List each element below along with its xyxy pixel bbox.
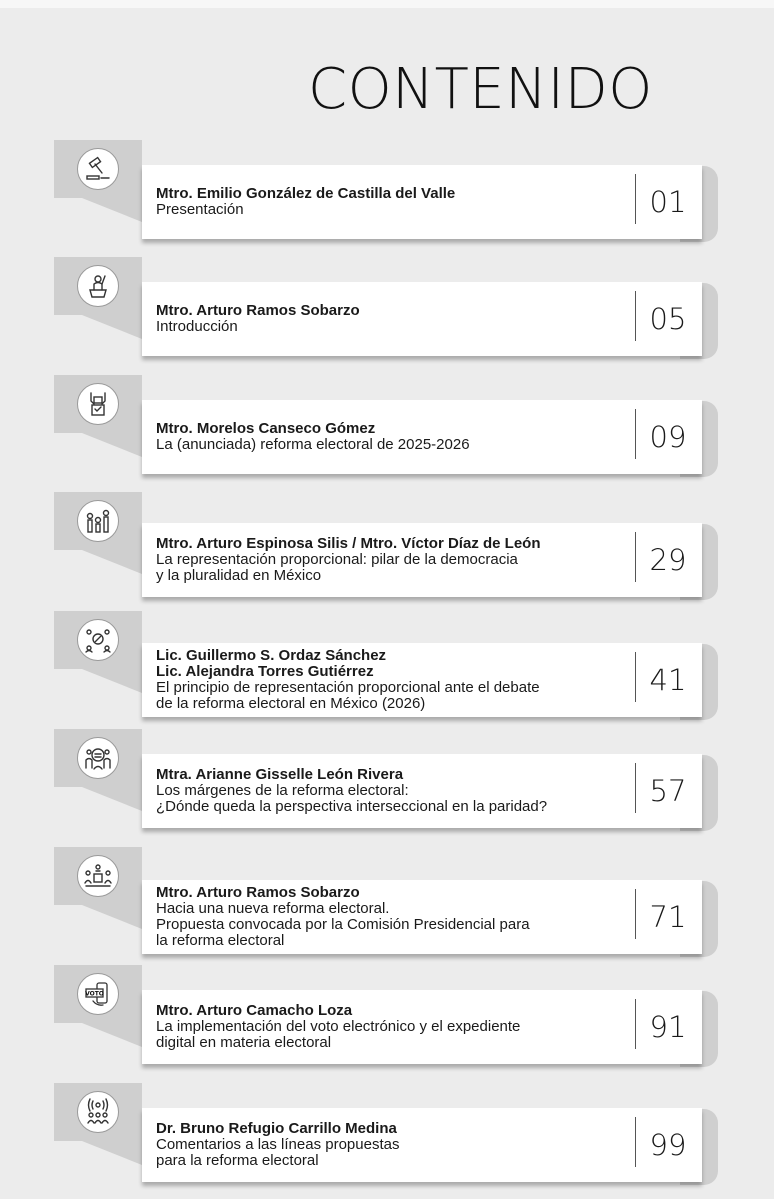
icon-box [54,1083,142,1141]
entry-title: Hacia una nueva reforma electoral. [156,900,390,917]
page-number: 71 [649,900,687,934]
page-number: 01 [649,185,687,219]
entry-author: Lic. Alejandra Torres Gutiérrez [156,663,374,680]
entry-card [142,165,702,239]
entry-author: Mtro. Arturo Camacho Loza [156,1002,353,1019]
icon-box [54,729,142,787]
divider [635,652,636,702]
speaker-podium-icon [77,265,119,307]
equality-people-icon [77,737,119,779]
entry-title: la reforma electoral [156,932,285,949]
toc-entry[interactable] [0,140,774,252]
entry-author: Mtro. Arturo Espinosa Silis / Mtro. Víctor Díaz de León [156,535,541,552]
fold-decoration [82,315,142,339]
divider [635,174,636,224]
page-number: 29 [649,543,687,577]
page-number: 09 [649,420,687,454]
fold-decoration [82,905,142,929]
page-number: 41 [649,663,687,697]
page-number: 57 [649,774,687,808]
icon-box [54,257,142,315]
toc-entry[interactable] [0,492,774,604]
entry-title: La implementación del voto electrónico y el expediente [156,1018,521,1035]
entry-card [142,282,702,356]
divider [635,1117,636,1167]
entry-author: Dr. Bruno Refugio Carrillo Medina [156,1120,397,1137]
page-number: 91 [649,1010,687,1044]
toc-entry[interactable] [0,375,774,487]
broadcast-people-icon [77,1091,119,1133]
fold-decoration [82,1023,142,1047]
entry-card [142,523,702,597]
divider [635,409,636,459]
voto-label: VOTO [85,990,104,998]
page-number: 05 [649,302,687,336]
entry-card [142,880,702,954]
page-number: 99 [649,1128,687,1162]
entry-title: La (anunciada) reforma electoral de 2025-2026 [156,436,470,453]
entry-title: digital en materia electoral [156,1034,332,1051]
divider [635,291,636,341]
toc-entry[interactable] [0,1083,774,1195]
entry-title: Los márgenes de la reforma electoral: [156,782,409,799]
divider [635,763,636,813]
representation-people-icon [77,500,119,542]
entry-title: y la pluralidad en México [156,567,322,584]
entry-title: El principio de representación proporcional ante el debate [156,679,540,696]
fold-decoration [82,433,142,457]
entry-card [142,990,702,1064]
entry-author: Mtro. Arturo Ramos Sobarzo [156,884,360,901]
entry-author: Mtro. Morelos Canseco Gómez [156,420,376,437]
entry-card [142,400,702,474]
entry-title: para la reforma electoral [156,1152,319,1169]
entry-title: Comentarios a las líneas propuestas [156,1136,400,1153]
entry-title: ¿Dónde queda la perspectiva interseccional en la paridad? [156,798,548,815]
entry-author: Mtro. Emilio González de Castilla del Valle [156,185,456,202]
fold-decoration [82,198,142,222]
voting-booth-icon [77,855,119,897]
ballot-hands-icon [77,383,119,425]
entry-title: Presentación [156,201,244,218]
fold-decoration [82,787,142,811]
entry-title: La representación proporcional: pilar de la democracia [156,551,518,568]
entry-title: de la reforma electoral en México (2026) [156,695,426,712]
icon-box [54,140,142,198]
fold-decoration [82,550,142,574]
entry-card [142,1108,702,1182]
toc-entry[interactable] [0,965,774,1077]
entry-author: Mtro. Arturo Ramos Sobarzo [156,302,360,319]
icon-box [54,847,142,905]
toc-entry[interactable] [0,611,774,723]
entry-author: Lic. Guillermo S. Ordaz Sánchez [156,647,387,664]
icon-box [54,492,142,550]
toc-entry[interactable] [0,729,774,841]
electronic-vote-icon [77,973,119,1015]
toc-entry[interactable] [0,847,774,959]
fold-decoration [82,669,142,693]
divider [635,999,636,1049]
entry-card [142,643,702,717]
icon-box [54,375,142,433]
icon-box [54,611,142,669]
page-title: CONTENIDO [308,57,653,122]
percentage-people-icon [77,619,119,661]
entry-title: Propuesta convocada por la Comisión Presidencial para [156,916,530,933]
fold-decoration [82,1141,142,1165]
entry-card [142,754,702,828]
divider [635,889,636,939]
gavel-icon [77,148,119,190]
toc-entry[interactable] [0,257,774,369]
entry-title: Introducción [156,318,238,335]
icon-box [54,965,142,1023]
divider [635,532,636,582]
entry-author: Mtra. Arianne Gisselle León Rivera [156,766,404,783]
